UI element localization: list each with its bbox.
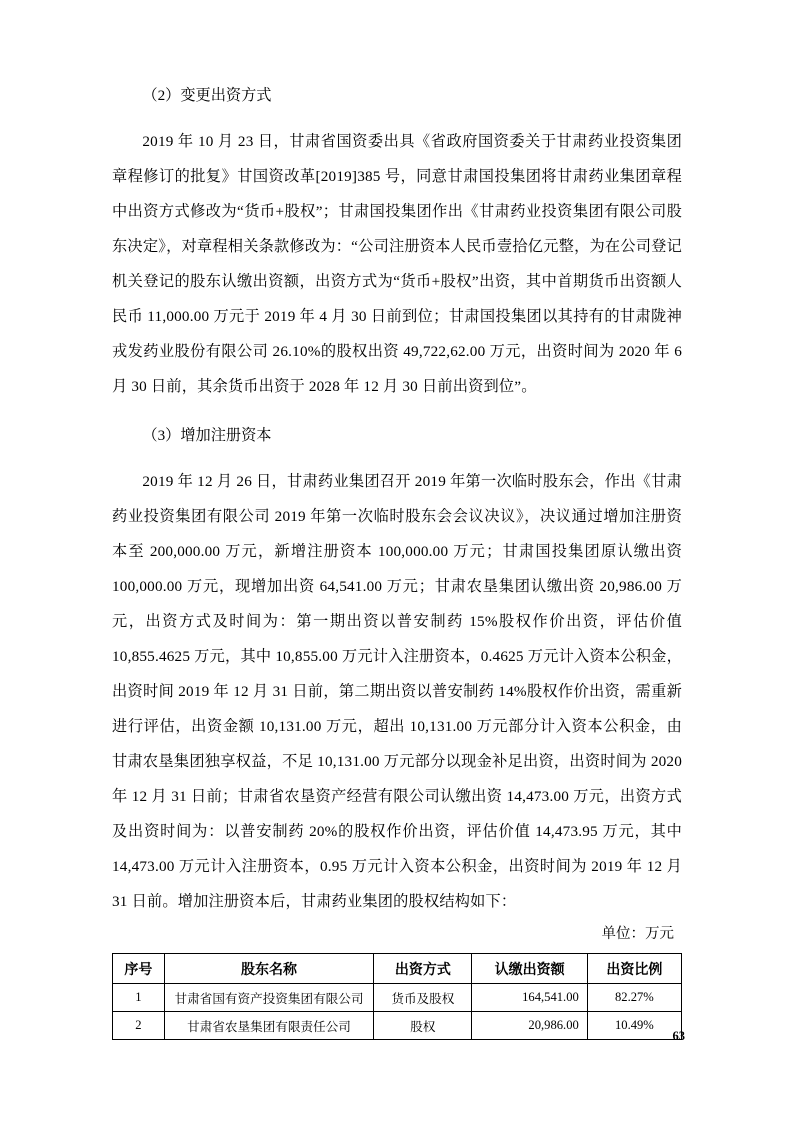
- cell-contribution-ratio: 10.49%: [587, 1012, 681, 1040]
- column-header-contribution-ratio: 出资比例: [587, 954, 681, 984]
- page-content: [112, 78, 682, 1040]
- cell-subscribed-amount: 20,986.00: [472, 1012, 587, 1040]
- spacer: [112, 453, 682, 464]
- column-header-seq: 序号: [113, 954, 165, 984]
- column-header-subscribed-amount: 认缴出资额: [472, 954, 587, 984]
- table-unit-label: 单位：万元: [601, 926, 674, 942]
- table-header-row: [113, 954, 682, 984]
- cell-seq: 2: [113, 1012, 165, 1040]
- table-row: [113, 984, 682, 1012]
- page-number: 63: [672, 1029, 685, 1043]
- table-body: [113, 984, 682, 1040]
- column-header-contribution-method: 出资方式: [374, 954, 472, 984]
- cell-seq: 1: [113, 984, 165, 1012]
- cell-contribution-method: 货币及股权: [374, 984, 472, 1012]
- section-paragraph-2: 2019 年 12 月 26 日，甘肃药业集团召开 2019 年第一次临时股东会，作出《甘肃药业投资集团有限公司 2019 年第一次临时股东会会议决议》，决议通过增加注册资本至 200,000.00 万元，新增注册资本 100,000.00 万元；甘肃国投集团原认缴出资 100,000.00 万元，现增加出资 64,541.00 万元；甘肃农垦集团认缴出资 20,986.00 万元，出资方式及时间为：第一期出资以普安制药 15%股权作价出资，评估价值 10,855.4625 万元，其中 10,855.00 万元计入注册资本，0.4625 万元计入资本公积金，出资时间 2019 年 12 月 31 日前，第二期出资以普安制药 14%股权作价出资，需重新进行评估，出资金额 10,131.00 万元，超出 10,131.00 万元部分计入资本公积金，由甘肃农垦集团独享权益，不足 10,131.00 万元部分以现金补足出资，出资时间为 2020 年 12 月 31 日前；甘肃省农垦资产经营有限公司认缴出资 14,473.00 万元，出资方式及出资时间为：以普安制药 20%的股权作价出资，评估价值 14,473.95 万元，其中 14,473.00 万元计入注册资本，0.95 万元计入资本公积金，出资时间为 2019 年 12 月 31 日前。增加注册资本后，甘肃药业集团的股权结构如下：: [112, 473, 682, 910]
- cell-shareholder-name: 甘肃省国有资产投资集团有限公司: [164, 984, 373, 1012]
- cell-contribution-ratio: 82.27%: [587, 984, 681, 1012]
- spacer: [112, 404, 682, 418]
- table-row: [113, 1012, 682, 1040]
- cell-contribution-method: 股权: [374, 1012, 472, 1040]
- spacer: [112, 113, 682, 124]
- cell-subscribed-amount: 164,541.00: [472, 984, 587, 1012]
- cell-shareholder-name: 甘肃省农垦集团有限责任公司: [164, 1012, 373, 1040]
- section-heading-1: （2）变更出资方式: [142, 87, 272, 104]
- section-paragraph-1: 2019 年 10 月 23 日，甘肃省国资委出具《省政府国资委关于甘肃药业投资集团章程修订的批复》甘国资改革[2019]385 号，同意甘肃国投集团将甘肃药业集团章程中出资方式修改为“货币+股权”；甘肃国投集团作出《甘肃药业投资集团有限公司股东决定》，对章程相关条款修改为：“公司注册资本人民币壹拾亿元整，为在公司登记机关登记的股东认缴出资额，出资方式为“货币+股权”出资，其中首期货币出资额人民币 11,000.00 万元于 2019 年 4 月 30 日前到位；甘肃国投集团以其持有的甘肃陇神戎发药业股份有限公司 26.10%的股权出资 49,722,62.00 万元，出资时间为 2020 年 6 月 30 日前，其余货币出资于 2028 年 12 月 30 日前出资到位”。: [112, 133, 682, 395]
- section-heading-2: （3）增加注册资本: [142, 427, 272, 444]
- shareholder-structure-table: [112, 953, 682, 1040]
- table-header: [113, 954, 682, 984]
- column-header-shareholder-name: 股东名称: [164, 954, 373, 984]
